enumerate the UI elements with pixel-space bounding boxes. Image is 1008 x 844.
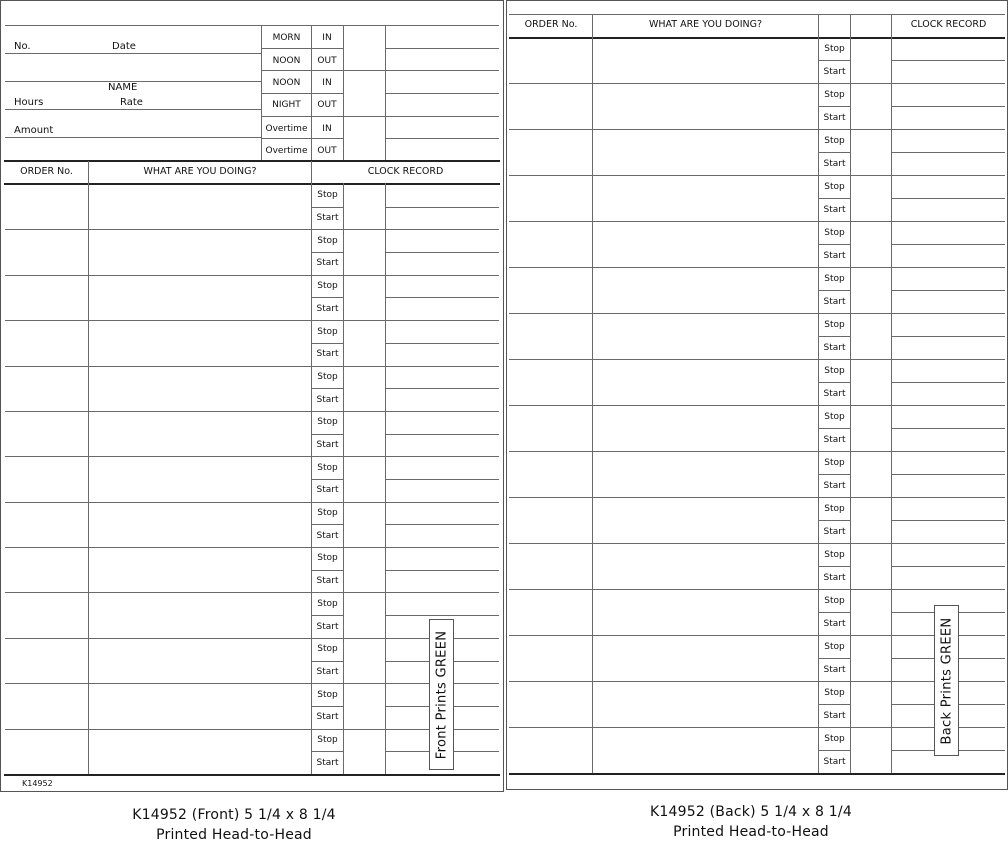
front-stopstart-divider: [311, 434, 343, 435]
front-start-label: Start: [316, 485, 339, 496]
front-start-label: Start: [316, 213, 339, 224]
front-shift-inout-label: IN: [322, 78, 332, 88]
front-form-code: K14952: [22, 779, 53, 788]
back-stop-label: Stop: [824, 595, 845, 606]
front-start-label: Start: [316, 666, 339, 677]
back-row-separator: [509, 83, 1005, 84]
front-stopstart-divider: [311, 570, 343, 571]
front-shift-divider: [262, 116, 385, 117]
back-stop-label: Stop: [824, 411, 845, 422]
back-stopstart-divider: [818, 244, 850, 245]
front-order-col-line: [88, 161, 89, 774]
front-stopstart-divider: [311, 252, 343, 253]
back-stop-label: Stop: [824, 733, 845, 744]
front-header-vline: [261, 25, 262, 160]
front-header-vline: [311, 25, 312, 160]
front-row-separator: [5, 320, 499, 321]
front-stop-label: Stop: [317, 326, 338, 337]
back-stopstart-divider: [818, 612, 850, 613]
front-start-label: Start: [316, 712, 339, 723]
back-stop-label: Stop: [824, 43, 845, 54]
back-clock-entry-line: [891, 198, 1005, 199]
front-start-label: Start: [316, 349, 339, 360]
back-stopstart-divider: [818, 474, 850, 475]
back-stop-label: Stop: [824, 549, 845, 560]
front-shift-period-label: NOON: [272, 56, 301, 66]
back-stop-label: Stop: [824, 273, 845, 284]
back-stop-label: Stop: [824, 227, 845, 238]
front-stopstart-divider: [311, 479, 343, 480]
back-caption-line1: K14952 (Back) 5 1/4 x 8 1/4: [650, 804, 852, 820]
front-stop-label: Stop: [317, 734, 338, 745]
back-start-label: Start: [823, 526, 846, 537]
front-doing-column-header: WHAT ARE YOU DOING?: [143, 166, 257, 177]
back-clock-column-header: CLOCK RECORD: [910, 19, 987, 30]
front-row-separator: [5, 729, 499, 730]
front-stop-label: Stop: [317, 190, 338, 201]
back-caption-line2: Printed Head-to-Head: [673, 824, 829, 840]
back-start-label: Start: [823, 572, 846, 583]
front-stop-label: Stop: [317, 235, 338, 246]
front-stop-label: Stop: [317, 281, 338, 292]
front-stop-label: Stop: [317, 417, 338, 428]
front-bottom-line: [4, 774, 500, 776]
back-clock-entry-line: [891, 60, 1005, 61]
front-stopstart-divider: [311, 343, 343, 344]
back-start-label: Start: [823, 756, 846, 767]
front-stopstart-divider: [311, 297, 343, 298]
back-clock-entry-line: [891, 152, 1005, 153]
back-start-label: Start: [823, 618, 846, 629]
front-stop-label: Stop: [317, 508, 338, 519]
front-clock-entry-line: [385, 388, 499, 389]
back-start-label: Start: [823, 480, 846, 491]
front-shift-period-label: NIGHT: [272, 100, 301, 110]
front-row-separator: [5, 502, 499, 503]
back-clock-entry-line: [891, 428, 1005, 429]
front-shift-period-label: MORN: [272, 33, 301, 43]
front-row-separator: [5, 275, 499, 276]
front-row-separator: [5, 411, 499, 412]
front-clock-column-header: CLOCK RECORD: [367, 166, 444, 177]
back-stopstart-divider: [818, 428, 850, 429]
front-shift-entry-line: [385, 93, 499, 94]
back-stop-label: Stop: [824, 181, 845, 192]
front-stopstart-divider: [311, 706, 343, 707]
front-start-label: Start: [316, 303, 339, 314]
front-start-label: Start: [316, 439, 339, 450]
front-start-label: Start: [316, 576, 339, 587]
back-stop-label: Stop: [824, 457, 845, 468]
front-header-top-line: [5, 25, 499, 26]
front-shift-inout-label: OUT: [317, 56, 337, 66]
back-start-label: Start: [823, 158, 846, 169]
back-stopstart-divider: [818, 198, 850, 199]
back-row-separator: [509, 313, 1005, 314]
front-no-label: No.: [14, 41, 31, 52]
back-stopstart-divider: [818, 336, 850, 337]
front-start-label: Start: [316, 394, 339, 405]
front-shift-entry-line: [385, 70, 499, 71]
back-stopstart-divider: [818, 152, 850, 153]
back-clock-entry-line: [891, 290, 1005, 291]
front-stop-label: Stop: [317, 644, 338, 655]
back-clock-entry-line: [891, 566, 1005, 567]
front-clock-entry-line: [385, 343, 499, 344]
front-prints-green-stamp: [429, 619, 454, 770]
front-shift-period-label: Overtime: [265, 124, 308, 134]
front-row-separator: [5, 456, 499, 457]
front-shift-subline: [262, 138, 343, 139]
front-header-vline: [343, 25, 344, 160]
back-doing-column-header: WHAT ARE YOU DOING?: [648, 19, 763, 30]
back-start-label: Start: [823, 434, 846, 445]
back-row-separator: [509, 221, 1005, 222]
front-stamp-text: Front Prints GREEN: [434, 630, 449, 759]
front-stopstart-col-line: [343, 183, 344, 774]
back-clock-entry-line: [891, 336, 1005, 337]
front-clock-entry-line: [385, 615, 499, 616]
back-stopstart-divider: [818, 106, 850, 107]
front-clock-entry-line: [385, 434, 499, 435]
front-clock-entry-line: [385, 524, 499, 525]
back-clock-entry-line: [891, 520, 1005, 521]
back-start-label: Start: [823, 250, 846, 261]
back-prints-green-stamp: [934, 605, 959, 756]
back-start-label: Start: [823, 710, 846, 721]
back-row-separator: [509, 451, 1005, 452]
front-caption-line2: Printed Head-to-Head: [156, 827, 312, 843]
back-start-label: Start: [823, 388, 846, 399]
front-clock-entry-line: [385, 207, 499, 208]
front-header-line: [5, 109, 261, 110]
front-clock-entry-line: [385, 297, 499, 298]
front-caption-line1: K14952 (Front) 5 1/4 x 8 1/4: [132, 807, 336, 823]
front-stop-label: Stop: [317, 598, 338, 609]
front-shift-inout-label: OUT: [317, 100, 337, 110]
back-row-separator: [509, 635, 1005, 636]
back-order-column-header: ORDER No.: [524, 19, 578, 30]
back-stopstart-divider: [818, 750, 850, 751]
back-stop-label: Stop: [824, 687, 845, 698]
back-clock-entry-line: [891, 244, 1005, 245]
front-start-label: Start: [316, 621, 339, 632]
front-shift-entry-line: [385, 116, 499, 117]
back-row-separator: [509, 589, 1005, 590]
back-stop-label: Stop: [824, 641, 845, 652]
front-shift-subline: [262, 48, 343, 49]
front-stopstart-divider: [311, 388, 343, 389]
front-row-separator: [5, 229, 499, 230]
back-stop-label: Stop: [824, 503, 845, 514]
back-stopstart-divider: [818, 60, 850, 61]
front-shift-period-label: Overtime: [265, 146, 308, 156]
back-stopstart-divider: [818, 290, 850, 291]
front-shift-entry-line: [385, 138, 499, 139]
front-hours-label: Hours: [14, 97, 44, 108]
back-start-label: Start: [823, 66, 846, 77]
back-column-header-bottom: [509, 37, 1005, 39]
back-row-separator: [509, 681, 1005, 682]
back-clock-entry-line: [891, 474, 1005, 475]
front-shift-divider: [262, 70, 385, 71]
front-stopstart-divider: [311, 661, 343, 662]
back-stopstart-divider: [818, 566, 850, 567]
back-stop-label: Stop: [824, 319, 845, 330]
back-row-separator: [509, 129, 1005, 130]
front-stopstart-divider: [311, 751, 343, 752]
back-stopstart-divider: [818, 658, 850, 659]
front-start-label: Start: [316, 530, 339, 541]
back-clock-entry-line: [891, 382, 1005, 383]
front-name-label: NAME: [108, 82, 138, 93]
front-header-line: [5, 137, 261, 138]
back-row-separator: [509, 543, 1005, 544]
back-row-separator: [509, 175, 1005, 176]
front-start-label: Start: [316, 757, 339, 768]
back-row-separator: [509, 727, 1005, 728]
back-stop-label: Stop: [824, 89, 845, 100]
front-header-line: [5, 53, 261, 54]
front-row-separator: [5, 366, 499, 367]
front-amount-label: Amount: [14, 125, 54, 136]
front-shift-inout-label: IN: [322, 124, 332, 134]
front-shift-period-label: NOON: [272, 78, 301, 88]
back-row-separator: [509, 497, 1005, 498]
front-shift-inout-label: IN: [322, 33, 332, 43]
back-start-label: Start: [823, 664, 846, 675]
back-clock-entry-line: [891, 106, 1005, 107]
back-start-label: Start: [823, 342, 846, 353]
back-stopstart-divider: [818, 520, 850, 521]
back-stop-label: Stop: [824, 365, 845, 376]
front-stop-label: Stop: [317, 371, 338, 382]
front-stop-label: Stop: [317, 553, 338, 564]
back-card: [506, 0, 1008, 790]
front-date-label: Date: [112, 41, 136, 52]
front-clock-entry-line: [385, 570, 499, 571]
back-start-label: Start: [823, 112, 846, 123]
front-clock-entry-line: [385, 252, 499, 253]
front-row-separator: [5, 683, 499, 684]
front-stopstart-divider: [311, 207, 343, 208]
front-row-separator: [5, 547, 499, 548]
front-header-vline: [385, 25, 386, 160]
front-rate-label: Rate: [120, 97, 143, 108]
front-row-separator: [5, 592, 499, 593]
front-stopstart-divider: [311, 524, 343, 525]
back-row-separator: [509, 405, 1005, 406]
back-column-header-top: [509, 14, 1005, 15]
back-start-label: Start: [823, 296, 846, 307]
front-start-label: Start: [316, 258, 339, 269]
front-shift-subline: [262, 93, 343, 94]
front-column-header-bottom: [4, 183, 500, 185]
front-shift-inout-label: OUT: [317, 146, 337, 156]
back-stopstart-divider: [818, 704, 850, 705]
back-start-label: Start: [823, 204, 846, 215]
front-column-header-top: [4, 160, 500, 162]
back-stopstart-divider: [818, 382, 850, 383]
front-order-column-header: ORDER No.: [20, 166, 73, 177]
front-row-separator: [5, 638, 499, 639]
back-bottom-line: [509, 773, 1005, 775]
front-stop-label: Stop: [317, 689, 338, 700]
back-stamp-text: Back Prints GREEN: [939, 617, 954, 744]
back-row-separator: [509, 267, 1005, 268]
front-stop-label: Stop: [317, 462, 338, 473]
front-stopstart-divider: [311, 615, 343, 616]
front-clock-entry-line: [385, 479, 499, 480]
back-row-separator: [509, 359, 1005, 360]
front-shift-entry-line: [385, 48, 499, 49]
back-stop-label: Stop: [824, 135, 845, 146]
